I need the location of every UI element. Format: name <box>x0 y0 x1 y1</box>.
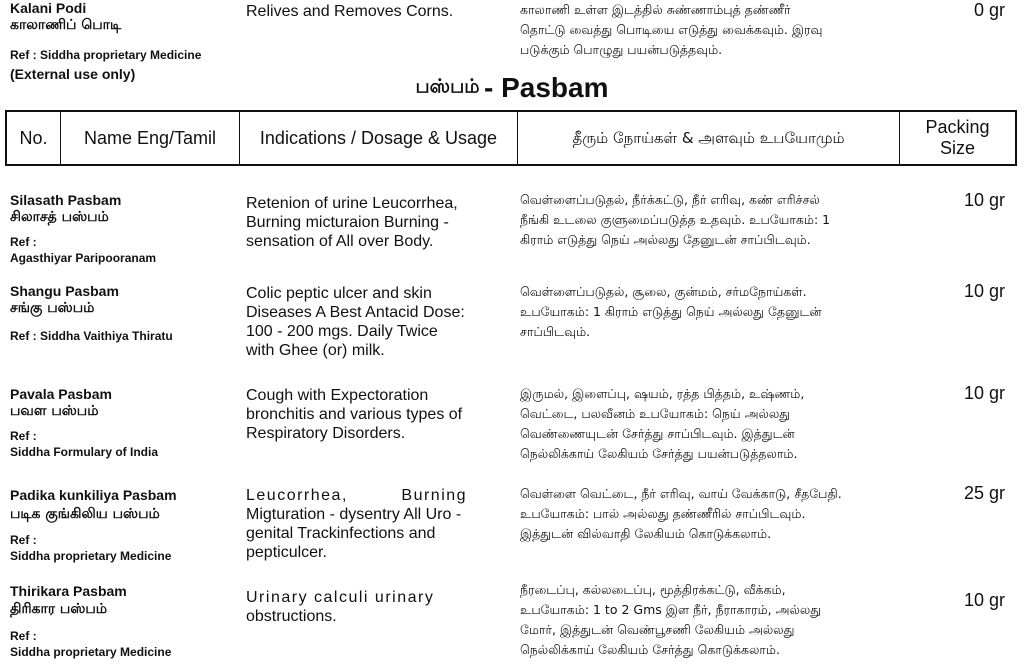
product-tamil-usage <box>520 484 892 544</box>
tamil-line: இருமல், இளைப்பு, ஷயம், ரத்த பித்தம், உஷ்ணம், <box>520 386 805 401</box>
tamil-line: கிராம் எடுத்து நெய் அல்லது தேனுடன் சாப்பிடவும். <box>520 232 811 247</box>
indication-line: genital Trackinfections and <box>246 525 436 542</box>
header-no: No. <box>7 112 61 164</box>
product-ref <box>10 532 171 564</box>
tamil-line: நீரடைப்பு, கல்லடைப்பு, மூத்திரக்கட்டு, வீக்கம், <box>520 582 786 597</box>
product-packing: 10 gr <box>963 190 1005 210</box>
ref-line: Siddha proprietary Medicine <box>10 549 172 563</box>
tamil-line: நெல்லிக்காய் லேகியம் சேர்த்து கொடுக்கலாம். <box>520 642 780 657</box>
product-name-tamil: சிலாசத் பஸ்பம் <box>10 209 109 225</box>
ref-line: Ref : <box>10 533 37 547</box>
product-ref <box>10 428 158 460</box>
product-packing: 10 gr <box>963 383 1005 403</box>
tamil-line: மோர், இத்துடன் வெண்பூசணி லேகியம் அல்லது <box>520 622 795 637</box>
indication-line: bronchitis and various types of <box>246 406 463 423</box>
section-title-english: - Pasbam <box>483 72 609 103</box>
product-ref <box>10 234 156 266</box>
indication-line: Cough with Expectoration <box>246 387 429 404</box>
ref-line: Ref : <box>10 629 37 643</box>
table-header <box>5 110 1017 166</box>
indication-line: obstructions. <box>246 608 337 625</box>
product-packing: 10 gr <box>963 281 1005 301</box>
product-name-eng: Shangu Pasbam <box>10 283 119 299</box>
product-name-tamil: பவள பஸ்பம் <box>10 403 99 419</box>
product-name-eng: Thirikara Pasbam <box>10 583 127 599</box>
product-name-eng: Silasath Pasbam <box>10 192 122 208</box>
tamil-line: படுக்கும் பொழுது பயன்படுத்தவும். <box>520 42 723 57</box>
ref-line: Agasthiyar Paripooranam <box>10 251 157 265</box>
indication-line: pepticulcer. <box>246 544 327 561</box>
tamil-line: வெண்ணையுடன் சேர்த்து சாப்பிடவும். இத்துடன் <box>520 426 795 441</box>
product-indication <box>246 194 478 251</box>
tamil-line: வெள்ளை வெட்டை, நீர் எரிவு, வாய் வேக்காடு, சீதபேதி. <box>520 486 842 501</box>
tamil-line: தொட்டு வைத்து பொடியை எடுத்து வைக்கவும். இரவு <box>520 22 823 37</box>
header-packing: Packing Size <box>925 117 990 158</box>
top-entry-ref: Ref : Siddha proprietary Medicine <box>10 48 202 62</box>
product-name-tamil: படிக குங்கிலிய பஸ்பம் <box>10 506 160 522</box>
product-packing: 10 gr <box>963 590 1005 610</box>
product-name-tamil: திரிகார பஸ்பம் <box>10 601 108 617</box>
tamil-line: இத்துடன் வில்வாதி லேகியம் கொடுக்கலாம். <box>520 526 772 541</box>
top-entry-name-tamil: காலாணிப் பொடி <box>10 17 122 33</box>
top-entry-name-eng: Kalani Podi <box>10 0 87 16</box>
product-name-tamil: சங்கு பஸ்பம் <box>10 300 95 316</box>
tamil-line: வெள்ளைப்படுதல், நீர்க்கட்டு, நீர் எரிவு, கண் எரிச்சல் <box>520 192 820 207</box>
tamil-line: காலாணி உள்ள இடத்தில் சுண்ணாம்புத் தண்ணீர் <box>520 2 791 17</box>
indication-line: 100 - 200 mgs. Daily Twice <box>246 323 438 340</box>
top-entry-note: (External use only) <box>10 66 136 82</box>
indication-line: Respiratory Disorders. <box>246 425 406 442</box>
product-indication <box>246 284 478 360</box>
product-packing: 25 gr <box>963 483 1005 503</box>
header-indications: Indications / Dosage & Usage <box>240 112 518 164</box>
tamil-line: வெள்ளைப்படுதல், சூலை, குன்மம், சர்மநோய்கள். <box>520 284 807 299</box>
product-tamil-usage <box>520 190 892 250</box>
indication-line: Leucorrhea, Burning <box>246 487 468 504</box>
indication-line: Migturation - dysentry All Uro - <box>246 506 462 523</box>
ref-line: Ref : Siddha Vaithiya Thiratu <box>10 329 173 343</box>
tamil-line: நீங்கி உடலை குளுமைப்படுத்த உதவும். உபயோகம்: 1 <box>520 212 831 227</box>
top-entry-packing: 0 gr <box>973 0 1005 20</box>
product-tamil-usage <box>520 384 892 464</box>
indication-line: sensation of All over Body. <box>246 233 434 250</box>
product-indication <box>246 588 478 626</box>
ref-line: Ref : <box>10 429 37 443</box>
product-tamil-usage <box>520 580 892 660</box>
tamil-line: உபயோகம்: 1 கிராம் எடுத்து நெய் அல்லது தேனுடன் <box>520 304 822 319</box>
product-indication <box>246 486 478 562</box>
tamil-line: உபயோகம்: பால் அல்லது தண்ணீரில் சாப்பிடவும். <box>520 506 806 521</box>
ref-line: Ref : <box>10 235 37 249</box>
tamil-line: உபயோகம்: 1 to 2 Gms இள நீர், நீராகாரம், அல்லது <box>520 602 822 617</box>
product-ref <box>10 628 171 660</box>
ref-line: Siddha proprietary Medicine <box>10 645 172 659</box>
product-tamil-usage <box>520 282 892 342</box>
tamil-line: சாப்பிடவும். <box>520 324 591 339</box>
indication-line: Urinary calculi urinary <box>246 589 435 606</box>
top-entry-tamil <box>520 0 890 60</box>
indication-line: Retenion of urine Leucorrhea, <box>246 195 458 212</box>
product-ref <box>10 328 173 344</box>
product-name-eng: Padika kunkiliya Pasbam <box>10 487 177 503</box>
indication-line: Colic peptic ulcer and skin <box>246 285 432 302</box>
ref-line: Siddha Formulary of India <box>10 445 159 459</box>
section-title-tamil: பஸ்பம் <box>415 75 480 98</box>
tamil-line: நெல்லிக்காய் லேகியம் சேர்த்து பயன்படுத்தலாம். <box>520 446 798 461</box>
tamil-line: வெட்டை, பலவீனம் உபயோகம்: நெய் அல்லது <box>520 406 791 421</box>
product-name-eng: Pavala Pasbam <box>10 386 112 402</box>
section-title <box>0 72 1024 104</box>
indication-line: Burning micturaion Burning - <box>246 214 449 231</box>
indication-line: Diseases A Best Antacid Dose: <box>246 304 465 321</box>
header-name: Name Eng/Tamil <box>61 112 240 164</box>
product-indication <box>246 386 478 443</box>
top-entry-indication: Relives and Removes Corns. <box>246 3 454 20</box>
header-tamil: தீரும் நோய்கள் & அளவும் உபயோமும் <box>518 112 900 164</box>
indication-line: with Ghee (or) milk. <box>246 342 385 359</box>
